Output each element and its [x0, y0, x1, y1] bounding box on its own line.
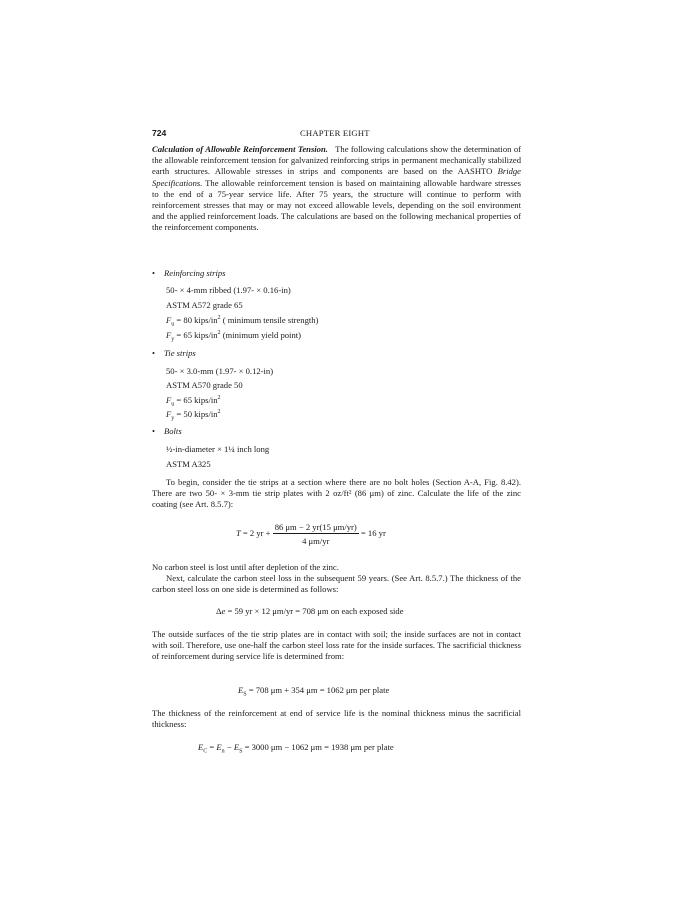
bolts-grade: ASTM A325	[166, 459, 211, 469]
reinforcing-size: 50- × 4-mm ribbed (1.97- × 0.16-in)	[166, 285, 291, 295]
tie-size: 50- × 3.0-mm (1.97- × 0.12-in)	[166, 366, 274, 376]
fraction: $\frac{86 \mu m - 2 yr(15 \mu m/yr)}{4 \mu m/yr}$	[274, 522, 357, 546]
reinforcing-fu: $F_u = 80$ kips/$in^2$ ( minimum tensile strength)	[166, 315, 319, 328]
section-heading: Calculation of Allowable Reinforcement Tension.	[152, 144, 328, 154]
equation-steel-loss: Δe = 59 yr × 12 μm/yr = 708 μm on each exposed side	[216, 606, 404, 616]
paragraph-begin: To begin, consider the tie strips at a section where there are no bolt holes (Section A-A, Fig. 8.42). There are two 50- × 3-mm tie strip plates with 2 oz/ft² (86 μm) of zinc. Calculate the life of the zinc coating (see Art. 8.5.7):	[152, 477, 521, 510]
equation-end-thickness: $E_C = E_n - E_S = 3000$ μm − 1062 μm = 1938 μm per plate	[198, 742, 394, 755]
tie-grade: ASTM A570 grade 50	[166, 380, 243, 390]
paragraph-next: Next, calculate the carbon steel loss in the subsequent 59 years. (See Art. 8.5.7.) The thickness of the carbon steel loss on one side is determined as follows:	[152, 573, 521, 595]
equation-zinc-life: T = 2 yr + $\frac{86 \mu m - 2 yr(15 \mu m/yr)}{4 \mu m/yr}$ = 16 yr	[236, 522, 386, 546]
tie-fu: $F_u = 65$ kips/$in^2$	[166, 395, 221, 408]
running-header	[152, 128, 522, 140]
intro-paragraph: Calculation of Allowable Reinforcement Tension. The following calculations show the determination of the allowable reinforcement tension for galvanized reinforcing strips in permanent mechanically stabilized earth structures. Allowable stresses in strips and components are based on the AASHTO Bridge Specifications. The allowable reinforcement tension is based on maintaining allowable hardware stresses to the end of a 75-year service life. After 75 years, the structure will continue to perform with reinforcement stresses that may or may not exceed allowable levels, depending on the soil environment and the applied reinforcement loads. The calculations are based on the following mechanical properties of the reinforcement components.	[152, 144, 521, 233]
paragraph-no-carbon: No carbon steel is lost until after depletion of the zinc.	[152, 562, 339, 572]
bullet-glyph: •	[152, 348, 156, 358]
bullet-tie-strips: • Tie strips	[152, 348, 196, 358]
bullet-bolts: • Bolts	[152, 426, 182, 436]
bullet-glyph: •	[152, 268, 156, 278]
bullet-reinforcing-strips: • Reinforcing strips	[152, 268, 226, 278]
chapter-title: CHAPTER EIGHT	[300, 128, 370, 138]
tie-fy: $F_y = 50$ kips/$in^2$	[166, 409, 221, 422]
paragraph-thickness: The thickness of the reinforcement at end of service life is the nominal thickness minus the sacrificial thickness:	[152, 708, 521, 730]
bullet-glyph: •	[152, 426, 156, 436]
reinforcing-fy: $F_y = 65$ kips/$in^2$ (minimum yield point)	[166, 330, 301, 343]
equation-sacrificial-thickness: $E_S = 708$ μm + 354 μm = 1062 μm per plate	[238, 685, 390, 698]
reinforcing-grade: ASTM A572 grade 65	[166, 300, 243, 310]
page-number: 724	[152, 128, 167, 138]
bolts-size: ½-in-diameter × 1¼ inch long	[166, 444, 270, 454]
paragraph-outside-surfaces: The outside surfaces of the tie strip plates are in contact with soil; the inside surfaces are not in contact with soil. Therefore, use one-half the carbon steel loss rate for the inside surfaces. The sacrificial thickness of reinforcement during service life is determined from:	[152, 629, 521, 662]
